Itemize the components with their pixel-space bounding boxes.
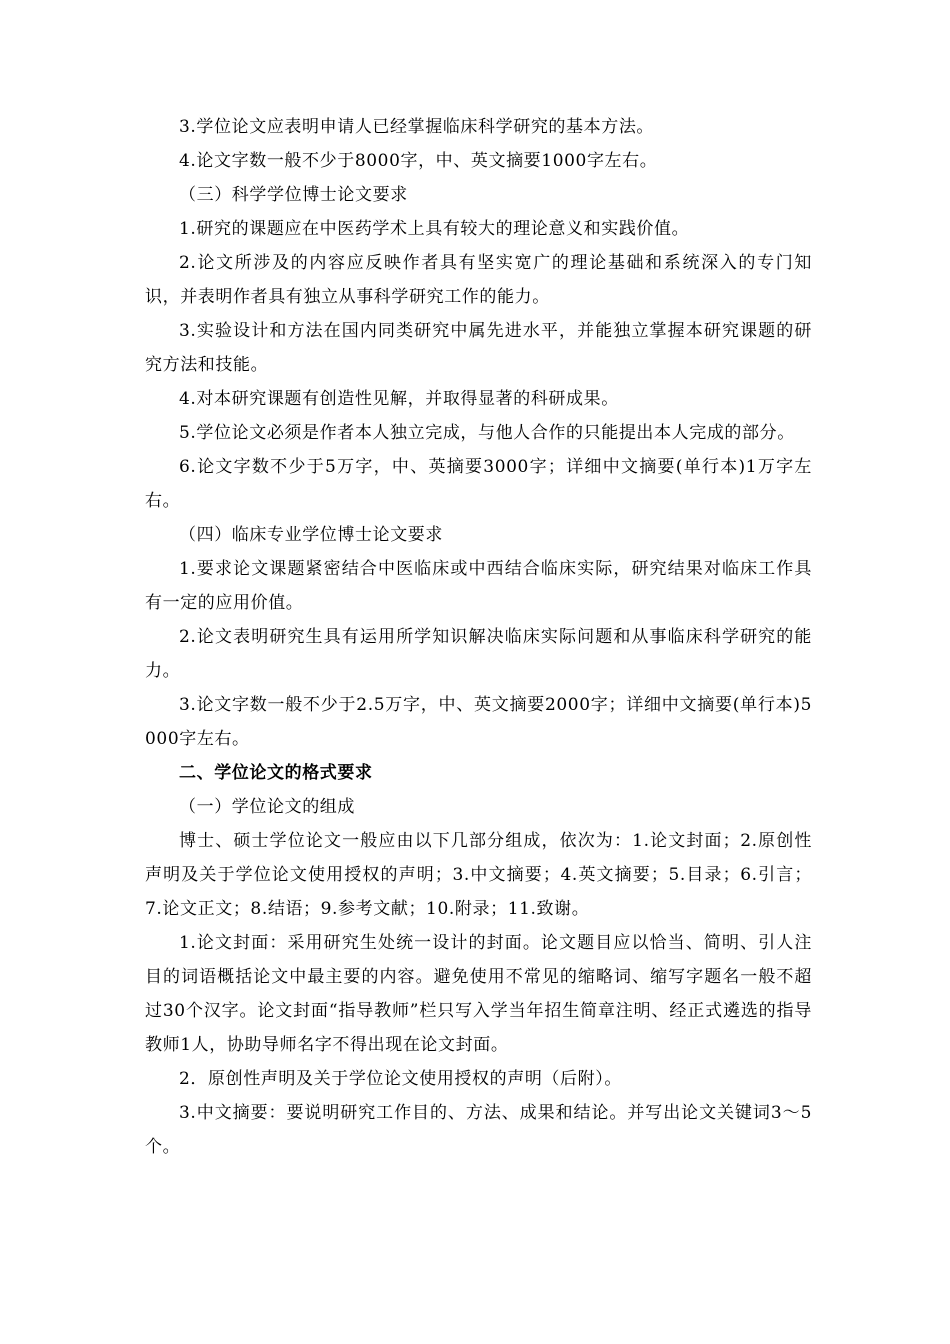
paragraph: 4.对本研究课题有创造性见解，并取得显著的科研成果。 [179, 389, 619, 409]
paragraph: 1.论文封面：采用研究生处统一设计的封面。论文题目应以恰当、简明、引人注目的词语概括论文中最主要的内容。避免使用不常见的缩略词、缩写字题名一般不超过30个汉字。论文封面“指导教师”栏只写入学当年招生简章注明、经正式遴选的指导教师1人，协助导师名字不得出现在论文封面。 [145, 933, 812, 1055]
section-heading: 二、学位论文的格式要求 [179, 763, 373, 783]
paragraph: 5.学位论文必须是作者本人独立完成，与他人合作的只能提出本人完成的部分。 [179, 423, 795, 443]
document-body [145, 110, 812, 1164]
paragraph: 2.论文所涉及的内容应反映作者具有坚实宽广的理论基础和系统深入的专门知识，并表明作者具有独立从事科学研究工作的能力。 [145, 253, 812, 307]
paragraph: 2.论文表明研究生具有运用所学知识解决临床实际问题和从事临床科学研究的能力。 [145, 627, 812, 681]
paragraph: 博士、硕士学位论文一般应由以下几部分组成，依次为：1.论文封面；2.原创性声明及关于学位论文使用授权的声明；3.中文摘要；4.英文摘要；5.目录；6.引言；7.论文正文；8.结语；9.参考文献；10.附录；11.致谢。 [145, 831, 812, 919]
paragraph: 3.中文摘要：要说明研究工作目的、方法、成果和结论。并写出论文关键词3～5个。 [145, 1103, 812, 1157]
paragraph: 1.要求论文课题紧密结合中医临床或中西结合临床实际，研究结果对临床工作具有一定的应用价值。 [145, 559, 812, 613]
paragraph: 4.论文字数一般不少于8000字，中、英文摘要1000字左右。 [179, 151, 658, 171]
paragraph: 3.实验设计和方法在国内同类研究中属先进水平，并能独立掌握本研究课题的研究方法和技能。 [145, 321, 812, 375]
subsection-heading: （一）学位论文的组成 [179, 797, 355, 817]
paragraph: 3.学位论文应表明申请人已经掌握临床科学研究的基本方法。 [179, 117, 655, 137]
paragraph: 2．原创性声明及关于学位论文使用授权的声明（后附）。 [179, 1069, 622, 1089]
paragraph: 6.论文字数不少于5万字，中、英摘要3000字；详细中文摘要(单行本)1万字左右。 [145, 457, 812, 511]
paragraph: 1.研究的课题应在中医药学术上具有较大的理论意义和实践价值。 [179, 219, 690, 239]
subsection-heading: （四）临床专业学位博士论文要求 [179, 525, 443, 545]
paragraph: 3.论文字数一般不少于2.5万字，中、英文摘要2000字；详细中文摘要(单行本)5000字左右。 [145, 695, 812, 749]
subsection-heading: （三）科学学位博士论文要求 [179, 185, 408, 205]
